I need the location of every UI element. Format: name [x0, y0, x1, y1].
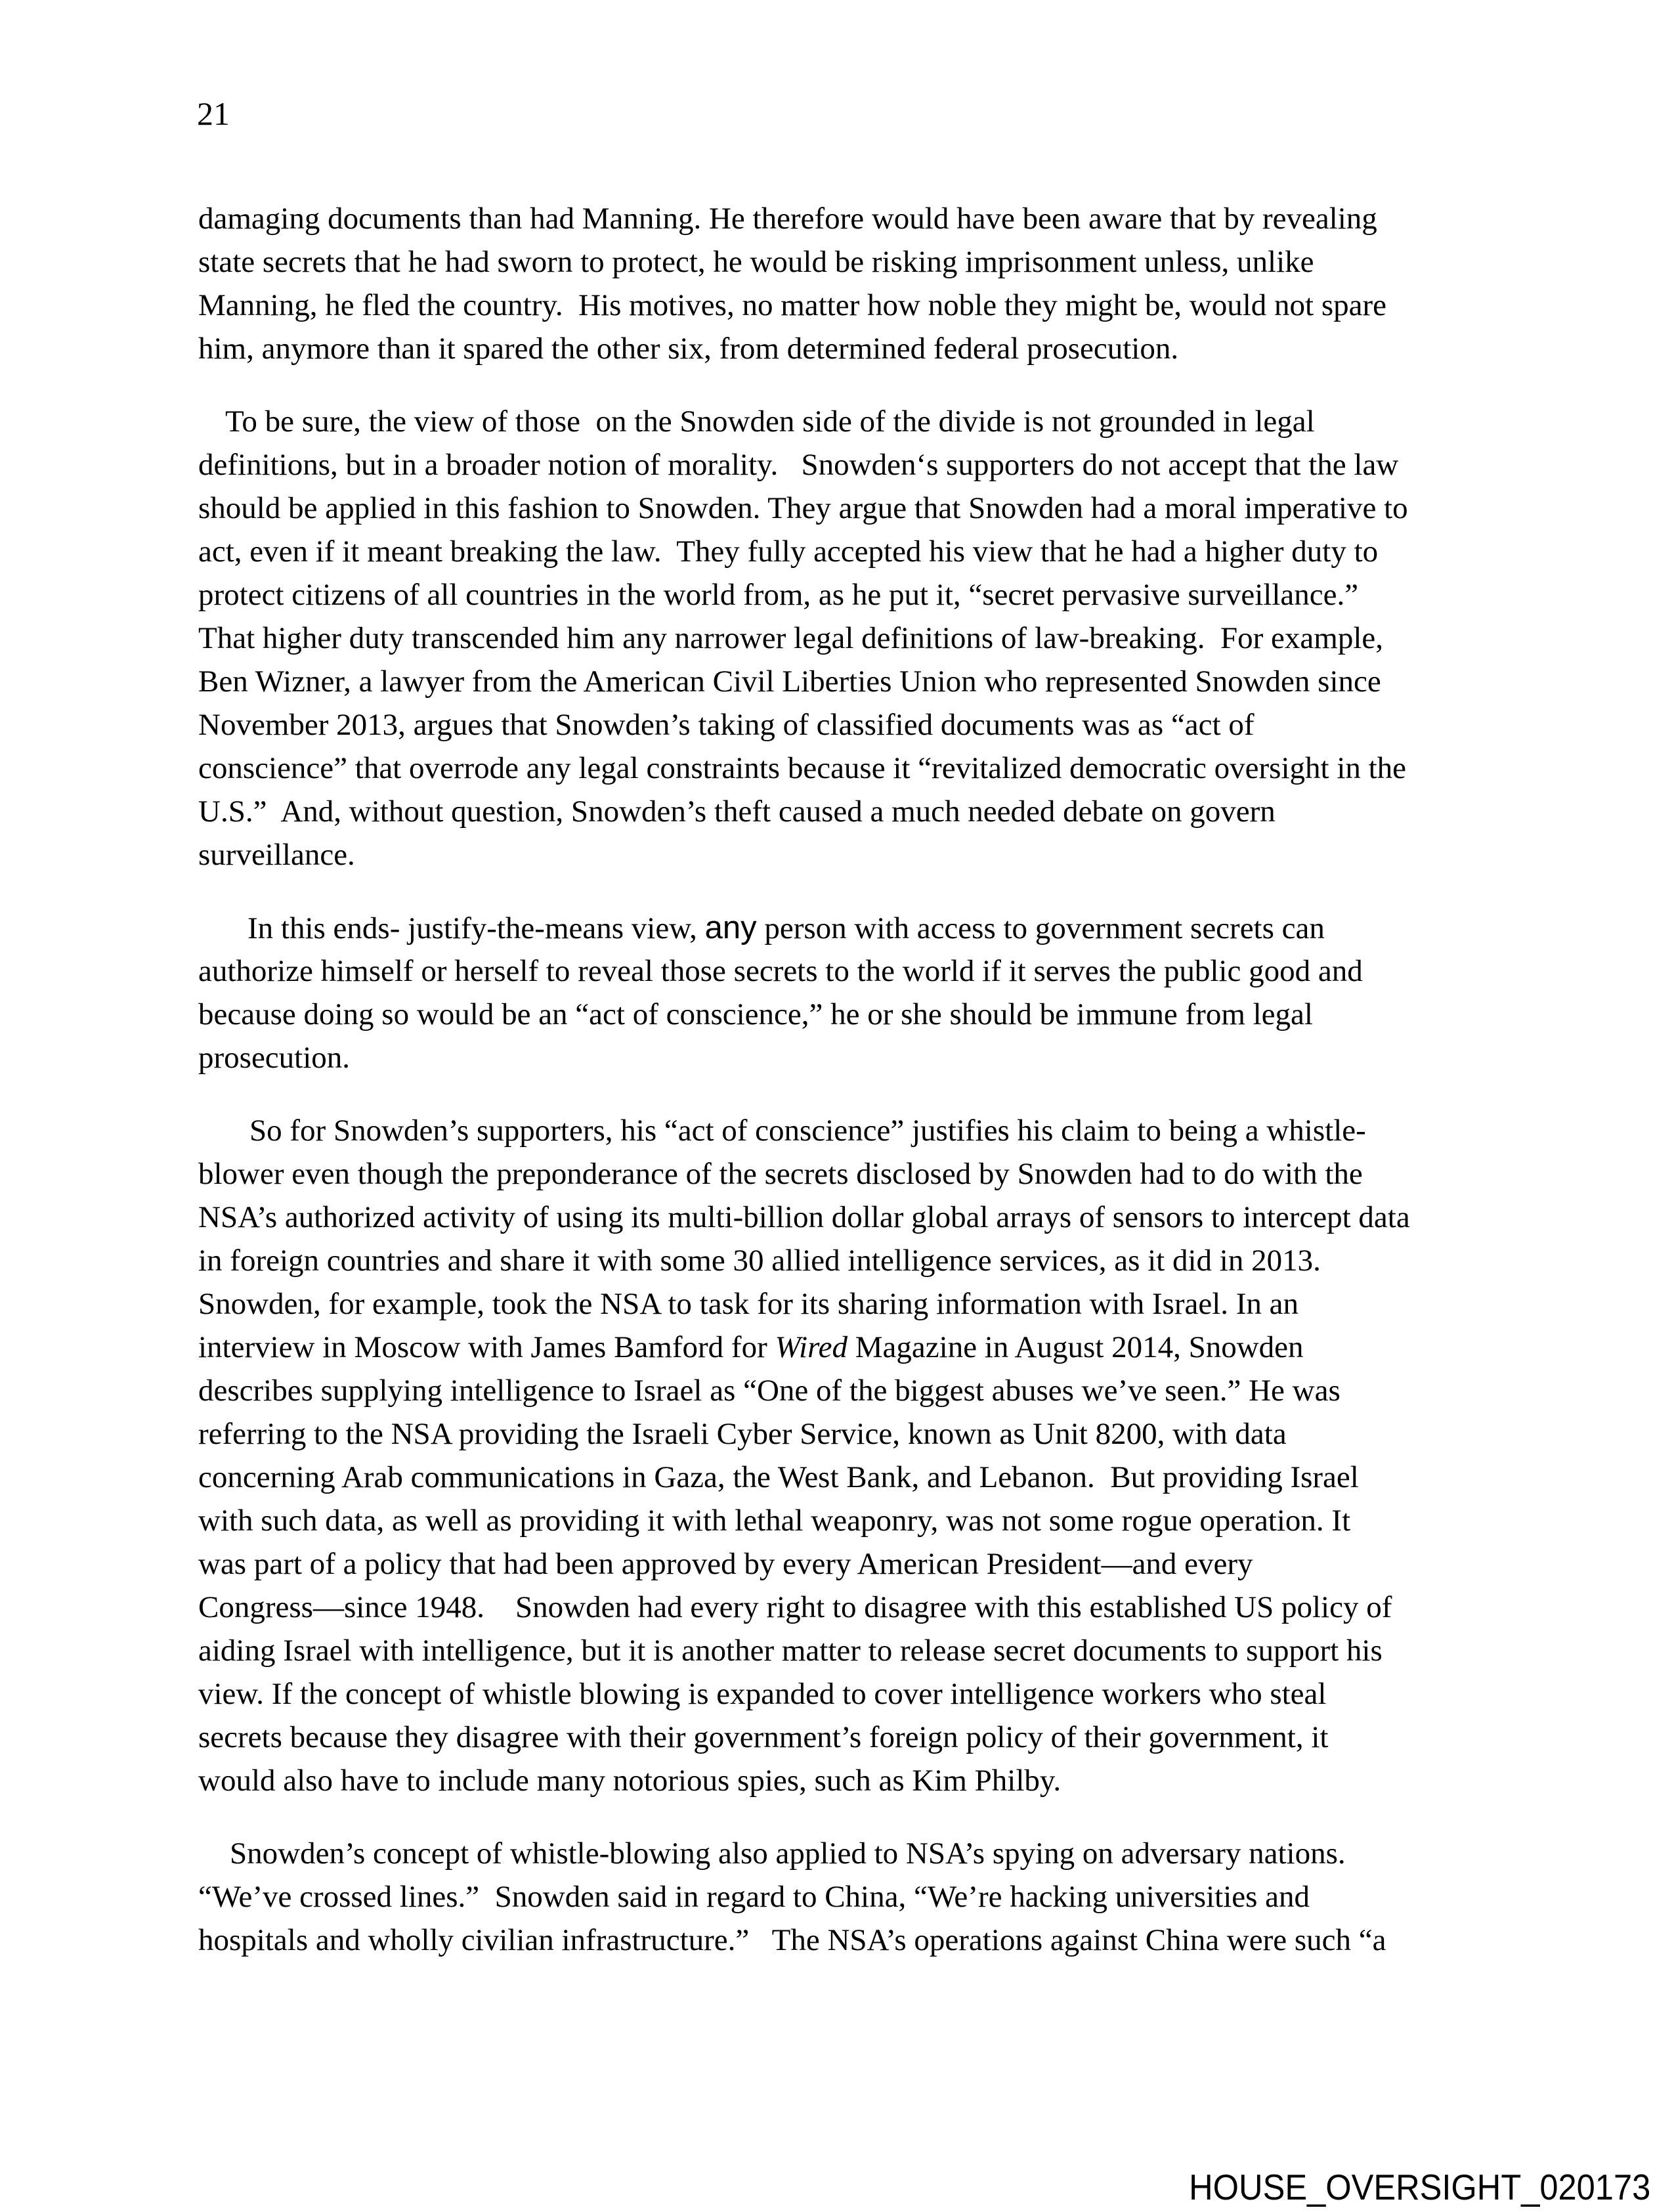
text-segment: because doing so would be an “act of conscience,” he or she should be immune from legal	[198, 997, 1313, 1031]
text-line	[198, 327, 1485, 370]
text-segment: blower even though the preponderance of the secrets disclosed by Snowden had to do with the	[198, 1157, 1363, 1191]
text-line	[198, 530, 1485, 573]
text-segment: him, anymore than it spared the other six, from determined federal prosecution.	[198, 332, 1179, 366]
text-line	[198, 1672, 1485, 1716]
text-segment: conscience” that overrode any legal constraints because it “revitalized democratic oversight in the	[198, 751, 1407, 785]
paragraph	[198, 906, 1485, 1079]
text-line	[198, 660, 1485, 703]
page-number: 21	[197, 95, 230, 132]
text-line	[198, 617, 1485, 660]
text-line	[198, 790, 1485, 833]
text-segment: U.S.” And, without question, Snowden’s theft caused a much needed debate on govern	[198, 794, 1276, 829]
text-segment: So for Snowden’s supporters, his “act of conscience” justifies his claim to being a whistle-	[249, 1114, 1366, 1148]
text-line	[198, 1152, 1485, 1196]
text-segment: Magazine in August 2014, Snowden	[848, 1330, 1304, 1364]
text-segment: state secrets that he had sworn to protect, he would be risking imprisonment unless, unlike	[198, 245, 1314, 279]
text-segment: Congress—since 1948. Snowden had every right to disagree with this established US policy of	[198, 1590, 1392, 1624]
text-segment-italic: Wired	[775, 1330, 848, 1364]
text-segment: was part of a policy that had been approved by every American President—and every	[198, 1547, 1253, 1581]
text-segment: “We’ve crossed lines.” Snowden said in regard to China, “We’re hacking universities and	[198, 1880, 1310, 1914]
text-segment: view. If the concept of whistle blowing is expanded to cover intelligence workers who steal	[198, 1677, 1327, 1711]
text-line	[198, 747, 1485, 790]
text-line	[198, 1036, 1485, 1079]
text-segment: surveillance.	[198, 838, 355, 872]
text-line	[198, 1326, 1485, 1369]
text-segment: with such data, as well as providing it with lethal weaponry, was not some rogue operation. It	[198, 1504, 1351, 1538]
text-line	[198, 197, 1485, 240]
text-segment: Manning, he fled the country. His motives, no matter how noble they might be, would not spare	[198, 288, 1387, 322]
text-segment: concerning Arab communications in Gaza, the West Bank, and Lebanon. But providing Israel	[198, 1460, 1359, 1494]
text-line	[198, 1542, 1485, 1586]
text-line	[198, 1282, 1485, 1326]
paragraph	[198, 197, 1485, 370]
paragraph	[198, 1109, 1485, 1802]
text-line	[198, 949, 1485, 993]
text-segment: definitions, but in a broader notion of morality. Snowden‘s supporters do not accept that the law	[198, 448, 1399, 482]
text-segment: Ben Wizner, a lawyer from the American Civil Liberties Union who represented Snowden since	[198, 664, 1381, 699]
text-segment: should be applied in this fashion to Snowden. They argue that Snowden had a moral imperative to	[198, 491, 1408, 525]
text-line	[198, 1832, 1485, 1875]
text-segment: person with access to government secrets can	[756, 911, 1325, 945]
text-segment: prosecution.	[198, 1041, 351, 1075]
text-segment: describes supplying intelligence to Israel as “One of the biggest abuses we’ve seen.” He was	[198, 1374, 1341, 1408]
text-segment-sans: any	[704, 910, 757, 945]
text-line	[198, 906, 1485, 949]
paragraph	[198, 1832, 1485, 1962]
text-line	[198, 400, 1485, 443]
text-line	[198, 993, 1485, 1036]
text-segment: in foreign countries and share it with some 30 allied intelligence services, as it did in 2013.	[198, 1244, 1321, 1278]
text-segment: To be sure, the view of those on the Snowden side of the divide is not grounded in legal	[225, 404, 1315, 439]
text-segment: hospitals and wholly civilian infrastructure.” The NSA’s operations against China were such “a	[198, 1923, 1386, 1957]
text-segment: authorize himself or herself to reveal those secrets to the world if it serves the public good and	[198, 954, 1363, 988]
text-line	[198, 1629, 1485, 1672]
text-segment: Snowden, for example, took the NSA to task for its sharing information with Israel. In an	[198, 1287, 1299, 1321]
text-segment: secrets because they disagree with their government’s foreign policy of their government, it	[198, 1720, 1329, 1754]
text-line	[198, 1412, 1485, 1456]
text-line	[198, 284, 1485, 327]
text-line	[198, 487, 1485, 530]
text-line	[198, 573, 1485, 617]
text-line	[198, 1499, 1485, 1542]
text-line	[198, 240, 1485, 284]
text-segment: NSA’s authorized activity of using its multi-billion dollar global arrays of sensors to intercept data	[198, 1200, 1410, 1234]
bates-number: HOUSE_OVERSIGHT_020173	[1188, 2167, 1650, 2207]
text-line	[198, 833, 1485, 877]
text-segment: damaging documents than had Manning. He therefore would have been aware that by revealing	[198, 202, 1377, 236]
text-line	[198, 1716, 1485, 1759]
text-line	[198, 1109, 1485, 1152]
document-body	[198, 197, 1485, 1962]
text-segment: That higher duty transcended him any narrower legal definitions of law-breaking. For example,	[198, 621, 1384, 655]
text-line	[198, 1239, 1485, 1282]
paragraph	[198, 400, 1485, 877]
text-segment: protect citizens of all countries in the world from, as he put it, “secret pervasive surveillance.”	[198, 578, 1359, 612]
text-segment: interview in Moscow with James Bamford for	[198, 1330, 775, 1364]
text-line	[198, 1759, 1485, 1802]
text-line	[198, 1196, 1485, 1239]
text-line	[198, 1369, 1485, 1412]
text-line	[198, 443, 1485, 487]
text-line	[198, 1456, 1485, 1499]
text-segment: would also have to include many notorious spies, such as Kim Philby.	[198, 1764, 1062, 1798]
text-line	[198, 1919, 1485, 1962]
text-line	[198, 1586, 1485, 1629]
text-segment: act, even if it meant breaking the law. They fully accepted his view that he had a higher duty to	[198, 534, 1379, 569]
text-line	[198, 703, 1485, 747]
text-segment: November 2013, argues that Snowden’s taking of classified documents was as “act of	[198, 708, 1255, 742]
text-segment: In this ends- justify-the-means view,	[247, 911, 705, 945]
text-line	[198, 1875, 1485, 1919]
text-segment: aiding Israel with intelligence, but it is another matter to release secret documents to support his	[198, 1634, 1383, 1668]
text-segment: referring to the NSA providing the Israeli Cyber Service, known as Unit 8200, with data	[198, 1417, 1287, 1451]
text-segment: Snowden’s concept of whistle-blowing also applied to NSA’s spying on adversary nations.	[230, 1836, 1346, 1871]
